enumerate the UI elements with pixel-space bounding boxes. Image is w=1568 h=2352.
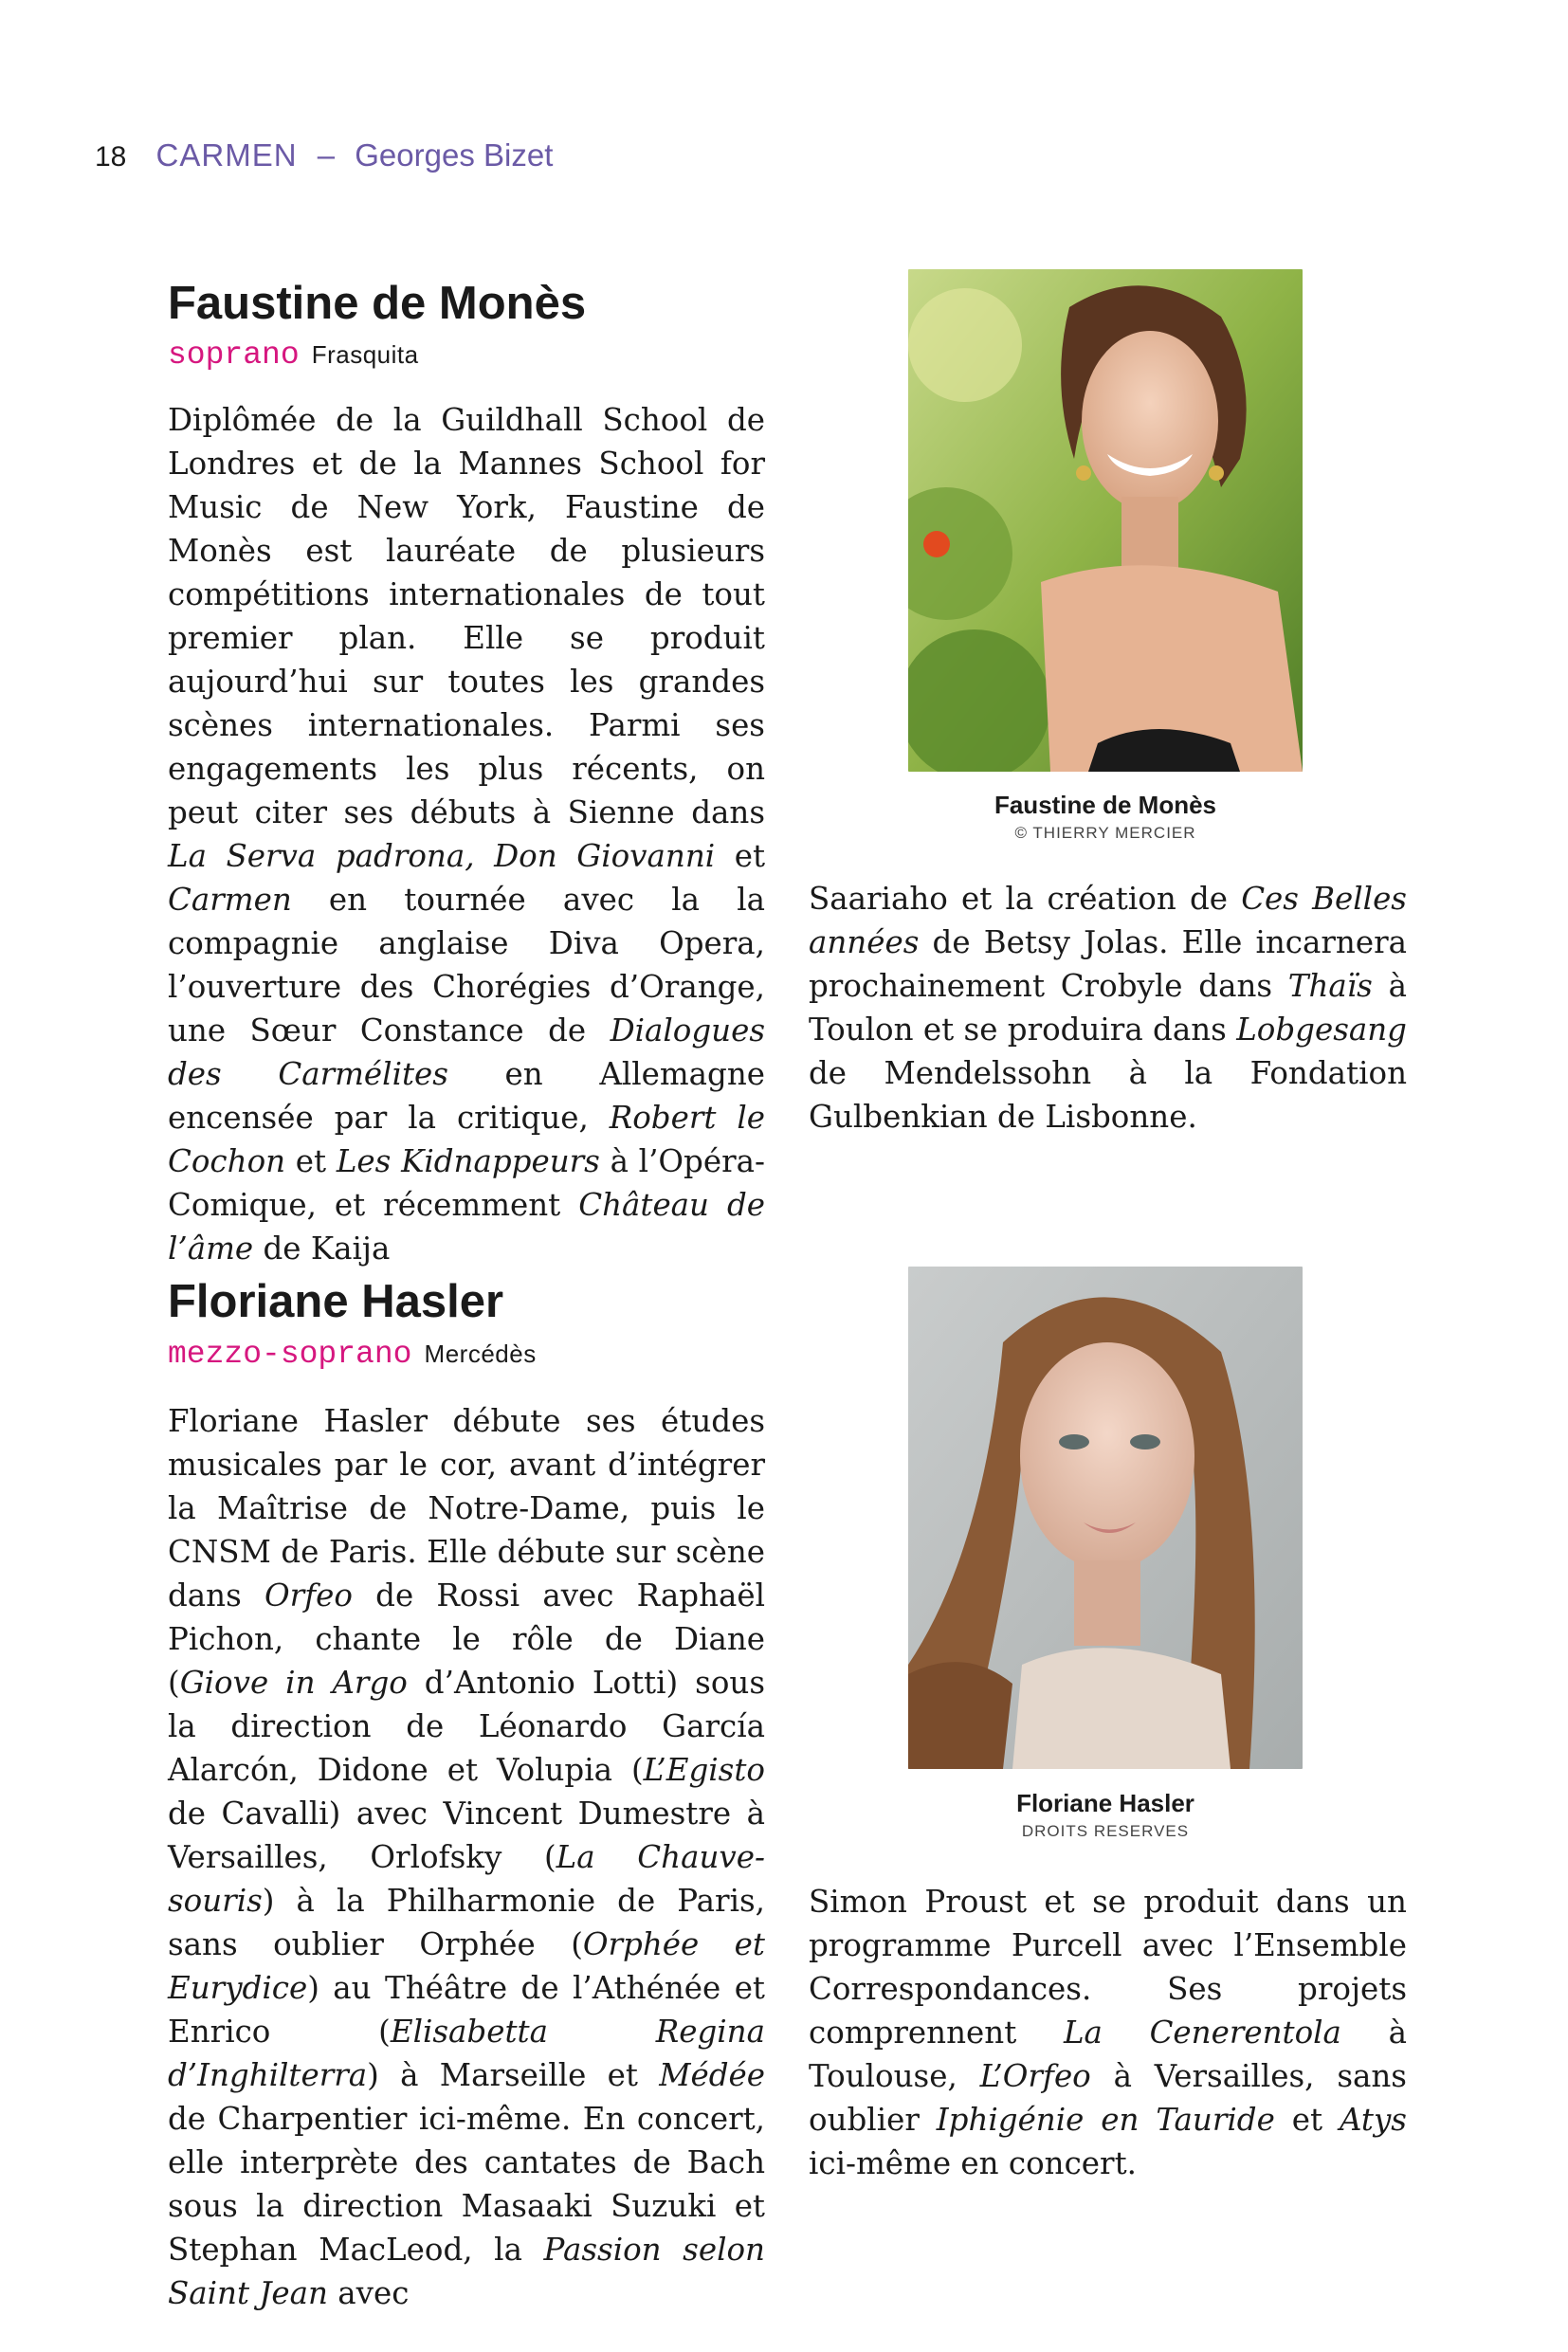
bio-italic-title: Carmen (168, 882, 292, 918)
artist-bio-left (168, 398, 765, 1270)
bio-text: Saariaho et la création de (809, 881, 1242, 917)
bio-text: en Allemagne encensée par la critique, (168, 1056, 766, 1136)
artist-bio-left (168, 1399, 765, 2315)
bio-text: de Mendelssohn à la Fondation Gulbenkian de Lisbonne. (809, 1055, 1407, 1135)
bio-italic-title: Iphigénie en Tauride (936, 2102, 1275, 2138)
bio-text: de Betsy Jolas. Elle incarnera prochainement Crobyle dans (809, 924, 1407, 1004)
bio-text: d’Antonio Lotti) sous la direction de Léonardo García Alarcón, Didone et Volupia ( (168, 1665, 765, 1788)
bio-text: à l’Opéra-Comique, et récemment (168, 1143, 765, 1223)
bio-italic-title: Les Kidnappeurs (336, 1143, 600, 1179)
bio-italic-title: La Chauve-souris (168, 1839, 765, 1919)
running-header (95, 137, 553, 173)
bio-italic-title: Elisabetta Regina d’Inghilterra (168, 2014, 765, 2093)
bio-italic-title: Médée (659, 2057, 765, 2093)
artist-photo (908, 1267, 1303, 1769)
artist-name: Floriane Hasler (168, 1276, 504, 1327)
bio-text: ici-même en concert. (809, 2145, 1137, 2181)
voice-type: mezzo-soprano (168, 1337, 412, 1372)
bio-text: ) à Marseille et (367, 2057, 660, 2093)
bio-italic-title: Château de l’âme (168, 1187, 765, 1267)
bio-italic-title: Orfeo (264, 1577, 353, 1614)
photo-credit: © THIERRY MERCIER (1014, 824, 1196, 842)
bio-italic-title: Orphée et Eurydice (168, 1926, 765, 2006)
bio-italic-title: La Serva padrona, Don Giovanni (168, 838, 716, 874)
bio-text: et (1274, 2102, 1340, 2138)
artist-bio-right (809, 877, 1407, 1139)
bio-text: ) à la Philharmonie de Paris, sans oublier Orphée ( (168, 1883, 765, 1962)
bio-text: et (285, 1143, 337, 1179)
bio-text: à Versailles, sans oublier (809, 2058, 1407, 2138)
role-name: Frasquita (311, 340, 419, 369)
bio-italic-title: Lobgesang (1236, 1012, 1407, 1048)
bio-text: avec (327, 2275, 410, 2311)
bio-italic-title: L’Egisto (643, 1752, 765, 1788)
bio-italic-title: Giove in Argo (179, 1665, 408, 1701)
header-dash: – (317, 137, 336, 173)
photo-credit: DROITS RESERVES (1021, 1822, 1190, 1840)
bio-text: Simon Proust et se produit dans un programme Purcell avec l’Ensemble Correspondances. Ses projets comprennent (809, 1884, 1407, 2051)
bio-text: de Rossi avec Raphaël Pichon, chante le rôle de Diane ( (168, 1577, 766, 1701)
artist-bio-right (809, 1880, 1407, 2185)
bio-text: à Toulon et se produira dans (809, 968, 1407, 1048)
artist-photo (908, 269, 1303, 772)
bio-paragraph (809, 877, 1407, 1139)
bio-italic-title: L’Orfeo (979, 2058, 1091, 2094)
bio-paragraph (809, 1880, 1407, 2185)
photo-caption (908, 791, 1303, 843)
bio-text: de Kaija (253, 1231, 391, 1267)
photo-caption (908, 1789, 1303, 1841)
bio-italic-title: Ces Belles années (809, 881, 1407, 960)
opera-title: CARMEN (155, 137, 298, 173)
bio-text: à Toulouse, (809, 2015, 1407, 2094)
voice-type: soprano (168, 337, 300, 373)
caption-name: Faustine de Monès (994, 791, 1217, 819)
bio-italic-title: Thaïs (1287, 968, 1373, 1004)
bio-text: en tournée avec la la compagnie anglaise Diva Opera, l’ouverture des Chorégies d’Orange, une Sœur Constance de (168, 882, 765, 1048)
role-name: Mercédès (424, 1340, 537, 1368)
bio-text: Floriane Hasler débute ses études musicales par le cor, avant d’intégrer la Maîtrise de Notre-Dame, puis le CNSM de Paris. Elle débute sur scène dans (168, 1403, 765, 1614)
page-number: 18 (95, 141, 127, 173)
bio-text: de Cavalli) avec Vincent Dumestre à Versailles, Orlofsky ( (168, 1796, 765, 1875)
artist-name: Faustine de Monès (168, 278, 587, 329)
bio-italic-title: La Cenerentola (1063, 2015, 1341, 2051)
composer-name: Georges Bizet (355, 137, 554, 173)
bio-italic-title: Robert le Cochon (168, 1100, 765, 1179)
bio-text: ) au Théâtre de l’Athénée et Enrico ( (168, 1970, 765, 2050)
bio-text: et (715, 838, 766, 874)
bio-text: Diplômée de la Guildhall School de Londres et de la Mannes School for Music de New York, Faustine de Monès est lauréate de plusieurs compétitions internationales de tout premier plan. Elle se produit aujourd’hui sur toutes les grandes scènes internationales. Parmi ses engagements les plus récents, on peut citer ses débuts à Sienne dans (168, 402, 765, 830)
bio-paragraph (168, 398, 765, 1270)
bio-italic-title: Dialogues des Carmélites (168, 1012, 765, 1092)
caption-name: Floriane Hasler (1016, 1789, 1194, 1817)
bio-italic-title: Passion selon Saint Jean (168, 2232, 765, 2311)
artist-voice-line (168, 337, 419, 373)
bio-text: de Charpentier ici-même. En concert, elle interprète des cantates de Bach sous la direction Masaaki Suzuki et Stephan MacLeod, la (168, 2101, 765, 2268)
artist-voice-line (168, 1337, 537, 1372)
bio-paragraph (168, 1399, 765, 2315)
bio-italic-title: Atys (1339, 2102, 1407, 2138)
